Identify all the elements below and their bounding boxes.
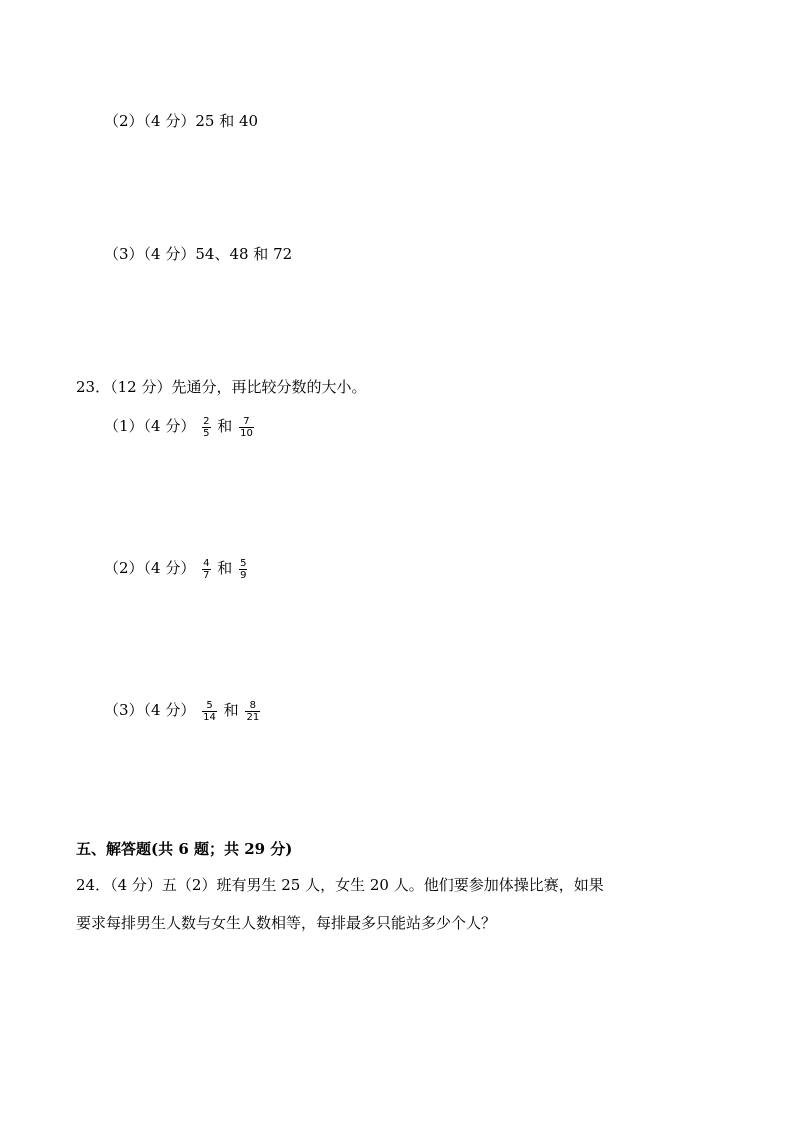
denominator: 9	[240, 569, 247, 581]
fraction-b	[239, 558, 247, 581]
part-label: （3）（4 分）	[104, 245, 196, 263]
numerator: 2	[203, 415, 210, 427]
q24-line1: 24．（4 分）五（2）班有男生 25 人，女生 20 人。他们要参加体操比赛，如果	[76, 876, 604, 894]
part-label: （2）（4 分）	[104, 112, 196, 130]
conjunction: 和	[217, 417, 233, 435]
q23-part3	[104, 699, 262, 723]
denominator: 21	[246, 711, 260, 723]
numerator: 5	[206, 699, 213, 711]
denominator: 7	[203, 569, 210, 581]
part-label: （1）（4 分）	[104, 417, 196, 435]
q22-part2	[104, 110, 258, 132]
numerator: 4	[203, 557, 210, 569]
denominator: 14	[203, 711, 216, 723]
part-label: （3）（4 分）	[104, 701, 196, 719]
q23-part1	[104, 415, 256, 439]
part-text: 25 和 40	[195, 112, 259, 130]
part-label: （2）（4 分）	[104, 559, 196, 577]
numerator: 5	[240, 557, 247, 569]
conjunction: 和	[217, 559, 233, 577]
denominator: 10	[240, 427, 253, 439]
fraction-b	[245, 700, 260, 723]
denominator: 5	[203, 427, 210, 439]
part-text: 54、48 和 72	[195, 245, 293, 263]
q22-part3	[104, 243, 292, 265]
conjunction: 和	[223, 701, 239, 719]
fraction-b	[239, 416, 254, 439]
fraction-a	[202, 700, 217, 723]
numerator: 8	[249, 699, 256, 711]
fraction-a	[202, 416, 210, 439]
q23-part2	[104, 557, 249, 581]
q24-line2: 要求每排男生人数与女生人数相等，每排最多只能站多少个人？	[76, 914, 497, 932]
fraction-a	[202, 558, 210, 581]
q23-stem: 23．（12 分）先通分，再比较分数的大小。	[76, 378, 367, 396]
numerator: 7	[243, 415, 250, 427]
section-heading: 五、解答题(共 6 题；共 29 分)	[76, 840, 293, 858]
